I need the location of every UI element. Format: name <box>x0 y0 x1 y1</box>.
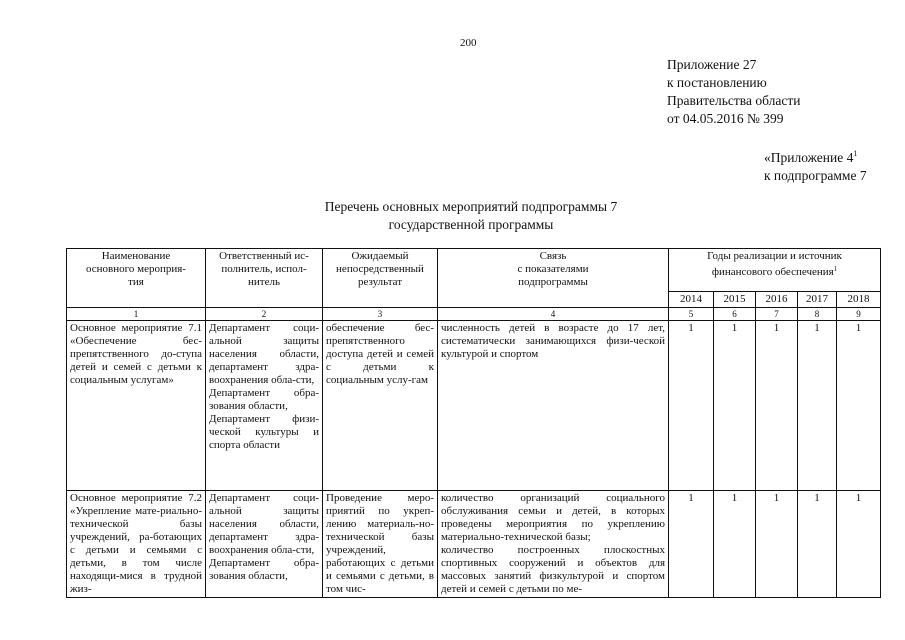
header-year: 2015 <box>714 292 756 308</box>
column-number: 7 <box>756 308 798 321</box>
table-row <box>67 321 881 491</box>
column-number: 2 <box>206 308 323 321</box>
header-name: Наименование основного мероприя- тия <box>67 249 206 308</box>
measure-responsible: Департамент соци-альной защиты населения области, департамент здра-воохранения обла-сти, Департамент обра-зования области, <box>206 491 323 598</box>
header-year: 2017 <box>798 292 837 308</box>
header-responsible: Ответственный ис- полнитель, испол- нитель <box>206 249 323 308</box>
header-year: 2016 <box>756 292 798 308</box>
year-value: 1 <box>798 321 837 491</box>
column-number: 5 <box>669 308 714 321</box>
page-number: 200 <box>460 37 477 49</box>
appendix-line-1: Приложение 27 <box>667 57 757 72</box>
appendix-line-4: от 04.05.2016 № 399 <box>667 111 784 126</box>
header-years-text: Годы реализации и источник финансового обеспечения <box>707 250 842 278</box>
column-number: 6 <box>714 308 756 321</box>
document-title <box>0 198 905 234</box>
measure-name: Основное мероприятие 7.2 «Укрепление мате-риально-технической базы учреждений, ра-ботающих с детьми и семьями с детьми, в том числе находящи-мися в трудной жиз- <box>67 491 206 598</box>
header-years-group <box>669 249 881 292</box>
title-line-1: Перечень основных мероприятий подпрограммы 7 <box>324 199 618 214</box>
year-value: 1 <box>756 321 798 491</box>
measure-result: обеспечение бес-препятственного доступа детей и семей с детьми к социальным услу-гам <box>323 321 438 491</box>
sub-appendix-line-1 <box>764 145 867 167</box>
year-value: 1 <box>798 491 837 598</box>
title-line-2: государственной программы <box>388 217 554 232</box>
table-row <box>67 491 881 598</box>
header-result: Ожидаемый непосредственный результат <box>323 249 438 308</box>
year-value: 1 <box>714 491 756 598</box>
column-number: 1 <box>67 308 206 321</box>
header-years-sup: 1 <box>833 265 838 273</box>
measure-result: Проведение меро-приятий по укреп-лению материаль-но-технической базы учреждений, работающих с детьми и семьями с детьми, в том чис- <box>323 491 438 598</box>
column-number: 8 <box>798 308 837 321</box>
year-value: 1 <box>837 321 881 491</box>
measure-responsible: Департамент соци-альной защиты населения области, департамент здра-воохранения обла-сти, Департамент обра-зования области, Департамент физи-ческой культуры и спорта области <box>206 321 323 491</box>
year-value: 1 <box>756 491 798 598</box>
column-number: 3 <box>323 308 438 321</box>
year-value: 1 <box>714 321 756 491</box>
year-value: 1 <box>837 491 881 598</box>
appendix-line-2: к постановлению <box>667 75 767 90</box>
sub-appendix-line-1-text: «Приложение 4 <box>764 150 854 165</box>
header-year: 2014 <box>669 292 714 308</box>
year-value: 1 <box>669 491 714 598</box>
appendix-header <box>667 56 800 128</box>
header-link: Связь с показателями подпрограммы <box>438 249 669 308</box>
year-value: 1 <box>669 321 714 491</box>
sub-appendix-sup: 1 <box>853 149 858 158</box>
measure-name: Основное мероприятие 7.1 «Обеспечение бес-препятственного до-ступа детей и семей с детьми к социальным услугам» <box>67 321 206 491</box>
measure-link: количество организаций социального обслуживания семьи и детей, в которых проведены мероприятия по укреплению материально-технической базы; количество построенных плоскостных спортивных сооружений и объектов для массовых занятий физкультурой и спортом детей и семей с детьми по ме- <box>438 491 669 598</box>
measures-table <box>66 248 881 598</box>
measure-link: численность детей в возрасте до 17 лет, систематически занимающихся физи-ческой культурой и спортом <box>438 321 669 491</box>
column-number: 4 <box>438 308 669 321</box>
sub-appendix-line-2: к подпрограмме 7 <box>764 168 867 183</box>
appendix-line-3: Правительства области <box>667 93 801 108</box>
sub-appendix-header <box>764 145 867 185</box>
column-number: 9 <box>837 308 881 321</box>
header-year: 2018 <box>837 292 881 308</box>
